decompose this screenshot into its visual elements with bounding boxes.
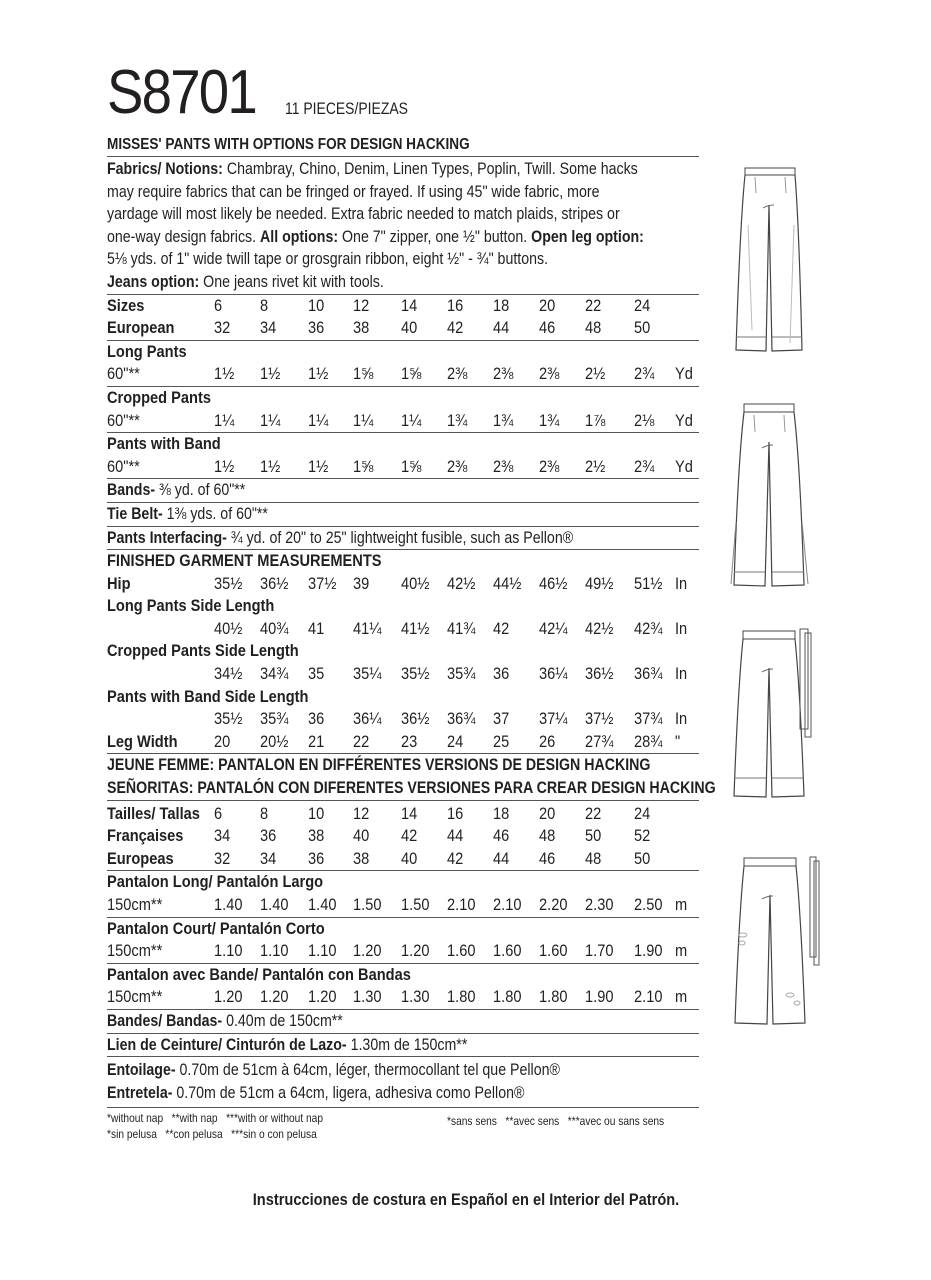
- yardage-fr-row: [107, 894, 699, 917]
- francaises-row-label: Françaises: [107, 826, 184, 846]
- cell: 42½: [447, 573, 476, 593]
- europeas-row-label: Europeas: [107, 848, 174, 868]
- long-side-length-row: [107, 618, 699, 641]
- unit: Yd: [675, 410, 693, 430]
- cell: 42½: [585, 618, 614, 638]
- cell: 22: [353, 731, 370, 751]
- notions-line: may require fabrics that can be fringed or frayed. If using 45" wide fabric, more: [107, 182, 600, 201]
- cell: 46½: [539, 573, 568, 593]
- cell: 2⅜: [447, 364, 468, 384]
- unit: m: [675, 941, 688, 961]
- cell: 18: [493, 803, 510, 823]
- unit: In: [675, 664, 688, 684]
- cell: 49½: [585, 573, 614, 593]
- cell: 14: [401, 803, 418, 823]
- cell: 41: [308, 618, 325, 638]
- cell: 1½: [308, 456, 329, 476]
- sizes-table-fr: [107, 801, 699, 871]
- cell: 39: [353, 573, 370, 593]
- cell: 1.60: [493, 941, 522, 961]
- extra-item: Pants Interfacing- ¾ yd. of 20" to 25" lightweight fusible, such as Pellon®: [107, 528, 574, 547]
- cell: 8: [260, 803, 269, 823]
- cell: 52: [634, 826, 651, 846]
- unit: m: [675, 987, 688, 1007]
- interfacing-fr-text: 0.70m de 51cm à 64cm, léger, thermocollant tel que Pellon®: [175, 1061, 560, 1080]
- footnote-en: *without nap **with nap ***with or without nap: [107, 1111, 324, 1126]
- europeas-row: [107, 848, 699, 871]
- cell: 35½: [214, 573, 243, 593]
- cell: 2.50: [634, 895, 663, 914]
- yardage-row-label: 60"**: [107, 364, 140, 384]
- finished-title: FINISHED GARMENT MEASUREMENTS: [107, 551, 382, 571]
- unit: In: [675, 618, 688, 638]
- yardage-fr-row: [107, 986, 699, 1009]
- yardage-view-heading: Cropped Pants: [107, 387, 211, 407]
- cell: 35: [308, 664, 325, 684]
- cell: 1¾: [447, 410, 468, 430]
- cell: 36½: [260, 573, 289, 593]
- interfacing-es-label: Entretela-: [107, 1083, 173, 1102]
- cell: 1⅝: [401, 456, 422, 476]
- hip-row-label: Hip: [107, 573, 131, 593]
- cell: 10: [308, 803, 325, 823]
- notions-line: Fabrics/ Notions: Chambray, Chino, Denim, Linen Types, Poplin, Twill. Some hacks: [107, 160, 638, 178]
- cell: 1.60: [447, 941, 476, 961]
- yardage-fr-heading: Pantalon avec Bande/ Pantalón con Bandas: [107, 964, 411, 984]
- cell: 1.90: [634, 941, 663, 961]
- cell: 35½: [214, 709, 243, 729]
- cell: 1½: [214, 364, 235, 384]
- cell: 20½: [260, 731, 289, 751]
- european-row: [107, 317, 699, 340]
- cell: 22: [585, 295, 602, 315]
- cell: 1.20: [308, 987, 337, 1007]
- yardage-fr-row: [107, 940, 699, 963]
- cell: 44: [493, 848, 510, 868]
- cell: 42: [447, 848, 464, 868]
- cell: 1⅞: [585, 410, 606, 430]
- cell: 37¼: [539, 709, 568, 729]
- unit: ": [675, 731, 681, 751]
- cell: 41½: [401, 618, 430, 638]
- cell: 1⅝: [353, 364, 374, 384]
- cell: 36: [493, 664, 510, 684]
- cell: 1.10: [260, 941, 289, 961]
- cell: 35¾: [447, 664, 476, 684]
- cell: 16: [447, 803, 464, 823]
- cell: 25: [493, 731, 510, 751]
- leg-width-row-label: Leg Width: [107, 731, 178, 751]
- cell: 40: [353, 826, 370, 846]
- yardage-fr-heading: Pantalon Court/ Pantalón Corto: [107, 918, 325, 938]
- cell: 35¼: [353, 664, 382, 684]
- cropped-side-length-row: [107, 663, 699, 686]
- cell: 36¾: [447, 709, 476, 729]
- cell: 51½: [634, 573, 663, 593]
- cell: 50: [634, 848, 651, 868]
- cell: 8: [260, 295, 269, 315]
- cell: 36: [308, 848, 325, 868]
- cell: 36½: [401, 709, 430, 729]
- european-row-label: European: [107, 318, 175, 338]
- cell: 1.50: [353, 895, 382, 914]
- cell: 1½: [260, 364, 281, 384]
- cell: 1¼: [353, 410, 374, 430]
- cell: 1.80: [539, 987, 568, 1007]
- notions-line: one-way design fabrics. All options: One 7" zipper, one ½" button. Open leg option:: [107, 227, 644, 246]
- cell: 37½: [585, 709, 614, 729]
- extra-item: Tie Belt- 1⅜ yds. of 60"**: [107, 504, 268, 523]
- cell: 2⅜: [539, 456, 560, 476]
- cell: 48: [539, 826, 556, 846]
- header: [107, 58, 699, 127]
- cell: 42¾: [634, 618, 663, 638]
- cell: 28¾: [634, 731, 663, 751]
- notions-line: yardage will most likely be needed. Extra fabric needed to match plaids, stripes or: [107, 205, 620, 224]
- cell: 37: [493, 709, 510, 729]
- cell: 6: [214, 803, 223, 823]
- cell: 44½: [493, 573, 522, 593]
- yardage-table-en: [107, 341, 699, 480]
- yardage-row: [107, 456, 699, 479]
- cell: 12: [353, 803, 370, 823]
- cell: 2⅜: [447, 456, 468, 476]
- cell: 38: [308, 826, 325, 846]
- cell: 27¾: [585, 731, 614, 751]
- cell: 12: [353, 295, 370, 315]
- cell: 44: [493, 318, 510, 338]
- sizes-row-label: Sizes: [107, 295, 145, 315]
- title-en: MISSES' PANTS WITH OPTIONS FOR DESIGN HACKING: [107, 136, 470, 153]
- cell: 1⅝: [401, 364, 422, 384]
- cell: 46: [539, 848, 556, 868]
- cell: 2¾: [634, 364, 655, 384]
- yardage-view-heading: Pants with Band: [107, 434, 221, 454]
- cell: 1¾: [539, 410, 560, 430]
- cell: 46: [539, 318, 556, 338]
- cell: 1.60: [539, 941, 568, 961]
- cell: 1½: [260, 456, 281, 476]
- cell: 37¾: [634, 709, 663, 729]
- cell: 1.80: [447, 987, 476, 1007]
- notions-line: Jeans option: One jeans rivet kit with tools.: [107, 272, 384, 291]
- cell: 2½: [585, 364, 606, 384]
- cell: 40¾: [260, 618, 289, 638]
- cell: 42: [493, 618, 510, 638]
- yardage-row: [107, 410, 699, 433]
- cell: 14: [401, 295, 418, 315]
- yardage-row: [107, 363, 699, 386]
- cell: 1¼: [260, 410, 281, 430]
- pieces-count: 11 PIECES/PIEZAS: [285, 99, 408, 118]
- open-leg-pants-sketch: [728, 402, 814, 590]
- cell: 2⅜: [493, 364, 514, 384]
- cell: 1.40: [260, 895, 289, 914]
- sizes-row: [107, 295, 699, 318]
- tailles-row-label: Tailles/ Tallas: [107, 803, 200, 823]
- cell: 36¼: [539, 664, 568, 684]
- cell: 32: [214, 318, 231, 338]
- cell: 1½: [214, 456, 235, 476]
- cell: 40½: [214, 618, 243, 638]
- cell: 1.30: [401, 987, 430, 1007]
- unit: Yd: [675, 364, 693, 384]
- cell: 50: [585, 826, 602, 846]
- cell: 1¼: [214, 410, 235, 430]
- cell: 38: [353, 318, 370, 338]
- yardage-table-fr: [107, 871, 699, 1010]
- cell: 1.20: [260, 987, 289, 1007]
- cell: 20: [539, 295, 556, 315]
- extra-fr-item: Bandes/ Bandas- 0.40m de 150cm**: [107, 1011, 343, 1030]
- hip-row: [107, 573, 699, 596]
- pattern-envelope-back: [107, 58, 716, 1146]
- francaises-row: [107, 825, 699, 848]
- cell: 2.10: [493, 895, 522, 914]
- cell: 35¾: [260, 709, 289, 729]
- extras-fr: [107, 1010, 699, 1057]
- cell: 38: [353, 848, 370, 868]
- cell: 42¼: [539, 618, 568, 638]
- sizes-table-en: [107, 295, 699, 340]
- cell: 1.70: [585, 941, 614, 961]
- interfacing-fr-label: Entoilage-: [107, 1061, 176, 1080]
- cell: 2.30: [585, 895, 614, 914]
- cell: 34½: [214, 664, 243, 684]
- unit: m: [675, 895, 688, 914]
- interfacing-fr: [107, 1057, 699, 1104]
- cell: 36¼: [353, 709, 382, 729]
- yardage-fr-row-label: 150cm**: [107, 941, 163, 961]
- cell: 1⅝: [353, 456, 374, 476]
- cell: 6: [214, 295, 223, 315]
- cell: 36: [308, 318, 325, 338]
- cell: 1¼: [401, 410, 422, 430]
- cell: 16: [447, 295, 464, 315]
- cell: 41¾: [447, 618, 476, 638]
- spanish-instructions-note: Instrucciones de costura en Español en el Interior del Patrón.: [252, 1190, 679, 1209]
- cell: 1.20: [401, 941, 430, 961]
- unit: In: [675, 709, 688, 729]
- extras-en: [107, 479, 699, 550]
- cell: 34: [260, 318, 277, 338]
- cell: 36¾: [634, 664, 663, 684]
- cell: 36½: [585, 664, 614, 684]
- cell: 2.10: [634, 987, 663, 1007]
- notions-line: 5⅛ yds. of 1" wide twill tape or grosgrain ribbon, eight ½" - ¾" buttons.: [107, 250, 549, 269]
- cell: 34¾: [260, 664, 289, 684]
- pattern-number: S8701: [107, 58, 256, 127]
- long-pants-sketch: [730, 165, 810, 355]
- cell: 35½: [401, 664, 430, 684]
- cell: 2⅛: [634, 410, 655, 430]
- cell: 1.50: [401, 895, 430, 914]
- embroidered-pants-with-tie-belt-sketch: [730, 855, 830, 1030]
- cell: 42: [447, 318, 464, 338]
- cell: 50: [634, 318, 651, 338]
- cell: 24: [447, 731, 464, 751]
- cell: 1.10: [214, 941, 243, 961]
- yardage-fr-row-label: 150cm**: [107, 895, 163, 914]
- cell: 36: [260, 826, 277, 846]
- cell: 40: [401, 848, 418, 868]
- cell: 2.20: [539, 895, 568, 914]
- cell: 1¾: [493, 410, 514, 430]
- cell: 46: [493, 826, 510, 846]
- title-fr: JEUNE FEMME: PANTALON EN DIFFÉRENTES VERSIONS DE DESIGN HACKING: [107, 756, 651, 775]
- cell: 37½: [308, 573, 337, 593]
- cell: 24: [634, 803, 651, 823]
- cell: 20: [539, 803, 556, 823]
- cell: 21: [308, 731, 325, 751]
- band-side-length-row: [107, 708, 699, 731]
- tailles-row: [107, 803, 699, 826]
- yardage-fr-row-label: 150cm**: [107, 987, 163, 1007]
- footnote-es: *sin pelusa **con pelusa ***sin o con pelusa: [107, 1127, 317, 1142]
- cell: 1.40: [308, 895, 337, 914]
- cell: 1¼: [308, 410, 329, 430]
- pants-with-band-and-tie-belt-sketch: [730, 628, 830, 803]
- title-es: SEÑORITAS: PANTALÓN CON DIFERENTES VERSIONES PARA CREAR DESIGN HACKING: [107, 779, 716, 798]
- cell: 24: [634, 295, 651, 315]
- cell: 36: [308, 709, 325, 729]
- finished-measurements: [107, 550, 699, 753]
- cell: 22: [585, 803, 602, 823]
- leg-width-row: [107, 731, 699, 754]
- cell: 48: [585, 848, 602, 868]
- cell: 1.20: [214, 987, 243, 1007]
- cell: 42: [401, 826, 418, 846]
- cell: 1.90: [585, 987, 614, 1007]
- cell: 34: [214, 826, 231, 846]
- cell: 1.40: [214, 895, 243, 914]
- cell: 10: [308, 295, 325, 315]
- cropped-side-length-heading: Cropped Pants Side Length: [107, 641, 299, 661]
- cell: 2¾: [634, 456, 655, 476]
- cell: 1.80: [493, 987, 522, 1007]
- cell: 44: [447, 826, 464, 846]
- cell: 1.30: [353, 987, 382, 1007]
- yardage-fr-heading: Pantalon Long/ Pantalón Largo: [107, 872, 324, 892]
- cell: 1.10: [308, 941, 337, 961]
- cell: 34: [260, 848, 277, 868]
- footnotes: [107, 1108, 699, 1146]
- yardage-row-label: 60"**: [107, 410, 140, 430]
- yardage-row-label: 60"**: [107, 456, 140, 476]
- cell: 40½: [401, 573, 430, 593]
- extra-fr-item: Lien de Ceinture/ Cinturón de Lazo- 1.30m de 150cm**: [107, 1035, 468, 1054]
- cell: 26: [539, 731, 556, 751]
- cell: 1½: [308, 364, 329, 384]
- notions-block: [107, 157, 699, 294]
- cell: 2.10: [447, 895, 476, 914]
- cell: 20: [214, 731, 231, 751]
- interfacing-es-text: 0.70m de 51cm a 64cm, ligera, adhesiva como Pellon®: [172, 1083, 525, 1102]
- yardage-view-heading: Long Pants: [107, 341, 187, 361]
- cell: 23: [401, 731, 418, 751]
- footnote-fr: *sans sens **avec sens ***avec ou sans sens: [447, 1114, 665, 1129]
- cell: 32: [214, 848, 231, 868]
- cell: 2½: [585, 456, 606, 476]
- cell: 41¼: [353, 618, 382, 638]
- band-side-length-heading: Pants with Band Side Length: [107, 686, 309, 706]
- unit: Yd: [675, 456, 693, 476]
- unit: In: [675, 573, 688, 593]
- long-side-length-heading: Long Pants Side Length: [107, 596, 275, 616]
- extra-item: Bands- ⅜ yd. of 60"**: [107, 481, 246, 500]
- cell: 40: [401, 318, 418, 338]
- cell: 1.20: [353, 941, 382, 961]
- cell: 2⅜: [539, 364, 560, 384]
- cell: 2⅜: [493, 456, 514, 476]
- cell: 18: [493, 295, 510, 315]
- cell: 48: [585, 318, 602, 338]
